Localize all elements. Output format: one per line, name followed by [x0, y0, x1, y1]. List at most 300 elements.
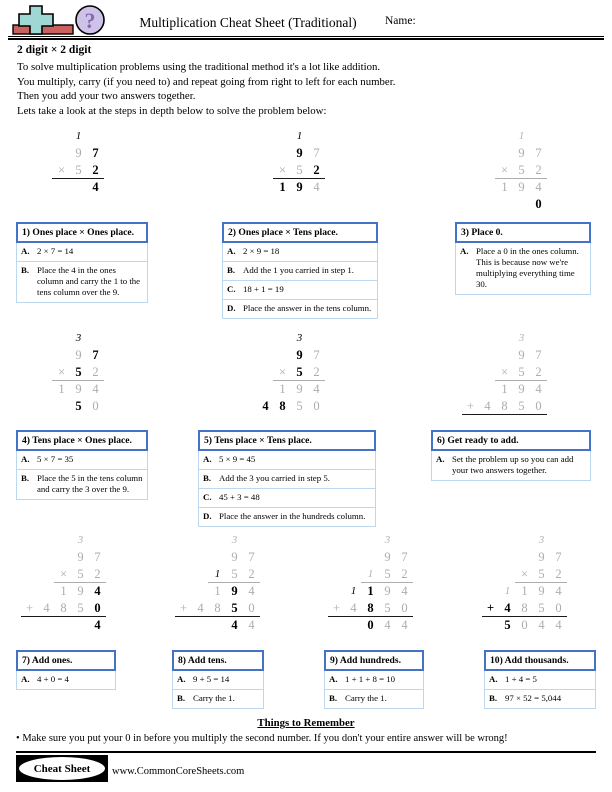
digit-cell: [175, 532, 192, 549]
step-title: 4) Tens place × Ones place.: [16, 430, 148, 451]
problem-row: [462, 347, 547, 364]
step-item: [16, 470, 148, 500]
digit-cell: 0: [313, 399, 320, 413]
digit-cell: 9: [296, 180, 303, 194]
digit-cell: 3: [518, 332, 525, 344]
digit-cell: +: [486, 601, 495, 615]
digit-cell: 0: [367, 618, 374, 632]
digit-cell: [479, 381, 496, 398]
digit-cell: 2: [313, 163, 320, 177]
problem-row: [328, 566, 413, 583]
digit-cell: [328, 566, 345, 583]
digit-cell: [462, 179, 479, 196]
problem-row: [462, 398, 547, 415]
digit-cell: 3: [384, 534, 391, 546]
digit-cell: [240, 364, 257, 381]
digit-cell: ×: [278, 163, 287, 177]
digit-cell: 0: [94, 601, 101, 615]
digit-cell: [274, 145, 291, 162]
digit-cell: [240, 162, 257, 179]
digit-cell: 8: [214, 601, 221, 615]
digit-cell: [38, 566, 55, 583]
problem-row: [175, 549, 260, 566]
problem-row: [462, 145, 547, 162]
digit-cell: [462, 162, 479, 179]
step-item-letter: A.: [329, 674, 338, 684]
page-title: Multiplication Cheat Sheet (Traditional): [139, 15, 357, 30]
digit-cell: [55, 617, 72, 634]
problem-row: [240, 145, 325, 162]
digit-cell: 0: [92, 399, 99, 413]
step-item-text: Carry the 1.: [193, 693, 235, 703]
digit-cell: ×: [500, 365, 509, 379]
digit-cell: 9: [384, 550, 391, 564]
digit-cell: 1: [279, 180, 286, 194]
digit-cell: [19, 347, 36, 364]
step-item-text: 9 + 5 = 14: [193, 674, 230, 684]
digit-cell: 0: [535, 197, 542, 211]
digit-cell: [274, 330, 291, 347]
digit-cell: 4: [350, 601, 357, 615]
step-item-letter: B.: [227, 265, 236, 275]
digit-cell: 7: [92, 146, 99, 160]
problem-row: [240, 179, 325, 196]
step-item: [222, 300, 378, 319]
digit-cell: 2: [92, 163, 99, 177]
step-title: 2) Ones place × Tens place.: [222, 222, 378, 243]
digit-cell: 9: [231, 550, 238, 564]
step-box-8: [172, 650, 264, 709]
digit-cell: [87, 128, 104, 145]
step-item-text: Add the 1 you carried in step 1.: [243, 265, 354, 275]
digit-cell: 1: [367, 568, 374, 580]
problem-row: [462, 179, 547, 196]
website-label: www.CommonCoreSheets.com: [112, 766, 245, 777]
step-item-letter: D.: [203, 511, 212, 521]
digit-cell: 1: [350, 585, 357, 597]
problem-row: [328, 532, 413, 549]
digit-cell: 5: [296, 399, 303, 413]
problem-step-1: [19, 128, 104, 196]
digit-cell: [496, 145, 513, 162]
problem-row: [240, 381, 325, 398]
digit-cell: [462, 364, 479, 381]
step-item-letter: A.: [489, 674, 498, 684]
digit-cell: [89, 532, 106, 549]
step-box-4: [16, 430, 148, 500]
digit-cell: +: [179, 601, 188, 615]
digit-cell: [482, 617, 499, 634]
digit-cell: [308, 330, 325, 347]
digit-cell: 5: [77, 601, 84, 615]
digit-cell: [240, 128, 257, 145]
step-item: [324, 690, 424, 709]
problem-row: [240, 364, 325, 381]
step-item: [484, 690, 596, 709]
digit-cell: 7: [535, 348, 542, 362]
step-title: 5) Tens place × Tens place.: [198, 430, 376, 451]
digit-cell: 5: [384, 567, 391, 581]
step-item-letter: A.: [21, 674, 30, 684]
digit-cell: [479, 196, 496, 213]
name-label: Name:: [385, 15, 416, 27]
digit-cell: [21, 583, 38, 600]
digit-cell: [482, 549, 499, 566]
step-item-letter: A.: [203, 454, 212, 464]
digit-cell: [209, 532, 226, 549]
step-item-text: 97 × 52 = 5,044: [505, 693, 562, 703]
step-item-letter: A.: [460, 246, 469, 256]
digit-cell: 1: [367, 584, 374, 598]
step-item: [222, 243, 378, 262]
digit-cell: [19, 162, 36, 179]
digit-cell: ×: [520, 567, 529, 581]
digit-cell: 7: [313, 348, 320, 362]
digit-cell: [53, 330, 70, 347]
digit-cell: 9: [518, 382, 525, 396]
problem-row: [19, 179, 104, 196]
problem-row: [19, 364, 104, 381]
problem-step-8: [175, 532, 260, 634]
digit-cell: 4: [555, 584, 562, 598]
digit-cell: [328, 549, 345, 566]
problem-row: [462, 364, 547, 381]
step-item: [198, 451, 376, 470]
problem-row: [21, 549, 106, 566]
digit-cell: [36, 179, 53, 196]
digit-cell: [55, 532, 72, 549]
badge-ellipse: [18, 756, 106, 781]
digit-cell: [192, 583, 209, 600]
digit-cell: [257, 381, 274, 398]
digit-cell: ×: [57, 365, 66, 379]
step-box-3: [455, 222, 591, 295]
problem-row: [482, 617, 567, 634]
digit-cell: [72, 617, 89, 634]
digit-cell: 5: [504, 618, 511, 632]
problem-row: [21, 600, 106, 617]
intro-line: Lets take a look at the steps in depth below to solve the problem below:: [17, 104, 327, 117]
step-title: 6) Get ready to add.: [431, 430, 591, 451]
problem-row: [482, 549, 567, 566]
digit-cell: [257, 330, 274, 347]
digit-cell: [328, 583, 345, 600]
step-item: [16, 243, 148, 262]
digit-cell: 3: [77, 534, 84, 546]
digit-cell: 4: [248, 618, 255, 632]
problem-row: [19, 381, 104, 398]
digit-cell: 0: [535, 399, 542, 413]
problem-row: [19, 128, 104, 145]
digit-cell: 4: [92, 382, 99, 396]
digit-cell: 9: [231, 584, 238, 598]
digit-cell: ×: [500, 163, 509, 177]
problem-step-10: [482, 532, 567, 634]
digit-cell: [175, 549, 192, 566]
digit-cell: [53, 347, 70, 364]
problem-row: [482, 532, 567, 549]
intro-paragraph: [17, 60, 577, 118]
digit-cell: 7: [401, 550, 408, 564]
problem-row: [462, 128, 547, 145]
step-box-1: [16, 222, 148, 303]
digit-cell: [462, 128, 479, 145]
problem-row: [240, 398, 325, 415]
digit-cell: 3: [296, 332, 303, 344]
step-item: [198, 489, 376, 508]
digit-cell: [21, 617, 38, 634]
problem-row: [175, 532, 260, 549]
digit-cell: [55, 549, 72, 566]
digit-cell: [499, 549, 516, 566]
problem-row: [175, 566, 260, 583]
digit-cell: [257, 347, 274, 364]
digit-cell: [516, 532, 533, 549]
digit-cell: [240, 330, 257, 347]
digit-cell: [530, 128, 547, 145]
digit-cell: 4: [43, 601, 50, 615]
logo-graphic: [10, 4, 110, 38]
digit-cell: +: [25, 601, 34, 615]
problem-row: [19, 145, 104, 162]
step-item-text: Place the answer in the tens column.: [243, 303, 372, 313]
digit-cell: [496, 196, 513, 213]
digit-cell: [19, 330, 36, 347]
digit-cell: [496, 347, 513, 364]
digit-cell: 1: [60, 584, 67, 598]
digit-cell: [175, 617, 192, 634]
digit-cell: 7: [313, 146, 320, 160]
digit-cell: [257, 364, 274, 381]
digit-cell: [36, 347, 53, 364]
digit-cell: [38, 583, 55, 600]
digit-cell: [513, 196, 530, 213]
digit-cell: 4: [384, 618, 391, 632]
digit-cell: 4: [535, 382, 542, 396]
step-item-text: 45 + 3 = 48: [219, 492, 260, 502]
digit-cell: [462, 145, 479, 162]
digit-cell: [479, 364, 496, 381]
digit-cell: 4: [262, 399, 269, 413]
digit-cell: [462, 196, 479, 213]
digit-cell: [482, 566, 499, 583]
step-item-text: Place the 5 in the tens column and carry the 3 over the 9.: [37, 473, 143, 494]
digit-cell: 9: [384, 584, 391, 598]
digit-cell: [496, 330, 513, 347]
step-item: [16, 451, 148, 470]
problem-row: [462, 162, 547, 179]
step-item-text: 5 × 9 = 45: [219, 454, 256, 464]
step-item: [455, 243, 591, 295]
problem-step-5: [240, 330, 325, 415]
step-item: [222, 262, 378, 281]
digit-cell: [70, 179, 87, 196]
step-box-2: [222, 222, 378, 319]
digit-cell: [240, 179, 257, 196]
digit-cell: 1: [279, 382, 286, 396]
cheat-sheet-badge: [16, 755, 108, 782]
step-item-text: Carry the 1.: [345, 693, 387, 703]
digit-cell: 7: [535, 146, 542, 160]
digit-cell: [550, 532, 567, 549]
problem-row: [175, 600, 260, 617]
digit-cell: [516, 549, 533, 566]
digit-cell: [19, 179, 36, 196]
problem-step-7: [21, 532, 106, 634]
digit-cell: [345, 549, 362, 566]
digit-cell: 5: [296, 163, 303, 177]
section-heading: 2 digit × 2 digit: [17, 44, 92, 56]
digit-cell: [482, 583, 499, 600]
step-box-5: [198, 430, 376, 527]
digit-cell: [240, 145, 257, 162]
step-item-text: 4 + 0 = 4: [37, 674, 69, 684]
things-to-remember-title: Things to Remember: [257, 717, 355, 729]
problem-row: [175, 583, 260, 600]
digit-cell: 7: [92, 348, 99, 362]
digit-cell: 1: [501, 382, 508, 396]
digit-cell: 9: [296, 146, 303, 160]
digit-cell: [209, 617, 226, 634]
step-box-9: [324, 650, 424, 709]
digit-cell: ×: [59, 567, 68, 581]
digit-cell: 4: [401, 618, 408, 632]
digit-cell: ×: [278, 365, 287, 379]
digit-cell: 4: [484, 399, 491, 413]
digit-cell: [274, 347, 291, 364]
digit-cell: 0: [555, 601, 562, 615]
step-item-text: 1 + 1 + 8 = 10: [345, 674, 396, 684]
digit-cell: [240, 398, 257, 415]
digit-cell: [36, 398, 53, 415]
digit-cell: [499, 566, 516, 583]
problem-row: [19, 398, 104, 415]
digit-cell: 3: [231, 534, 238, 546]
digit-cell: [345, 532, 362, 549]
problem-row: [328, 600, 413, 617]
step-title: 3) Place 0.: [455, 222, 591, 243]
digit-cell: 1: [296, 130, 303, 142]
problem-row: [21, 532, 106, 549]
digit-cell: 2: [535, 365, 542, 379]
remember-bullet: [16, 733, 596, 744]
digit-cell: 5: [75, 399, 82, 413]
digit-cell: [21, 532, 38, 549]
digit-cell: [479, 128, 496, 145]
step-item-text: 1 + 4 = 5: [505, 674, 537, 684]
problem-row: [240, 162, 325, 179]
digit-cell: 5: [538, 567, 545, 581]
digit-cell: 5: [518, 365, 525, 379]
digit-cell: +: [466, 399, 475, 413]
problem-row: [462, 381, 547, 398]
digit-cell: [19, 381, 36, 398]
step-item: [198, 508, 376, 527]
step-title: 9) Add hundreds.: [324, 650, 424, 671]
footer-divider: [16, 751, 596, 753]
digit-cell: 4: [94, 618, 101, 632]
step-title: 7) Add ones.: [16, 650, 116, 671]
digit-cell: 9: [75, 348, 82, 362]
step-item-text: Place a 0 in the ones column. This is because now we're multiplying everything time 30.: [476, 246, 579, 289]
digit-cell: [257, 145, 274, 162]
digit-cell: [362, 532, 379, 549]
digit-cell: 1: [518, 130, 525, 142]
step-item-text: 2 × 9 = 18: [243, 246, 280, 256]
digit-cell: [21, 549, 38, 566]
digit-cell: 9: [538, 550, 545, 564]
digit-cell: 0: [401, 601, 408, 615]
problem-row: [21, 566, 106, 583]
step-item-letter: B.: [21, 473, 30, 483]
digit-cell: 4: [92, 180, 99, 194]
step-item-letter: A.: [21, 246, 30, 256]
digit-cell: [36, 364, 53, 381]
digit-cell: [38, 532, 55, 549]
problem-row: [240, 330, 325, 347]
digit-cell: 2: [555, 567, 562, 581]
digit-cell: 9: [77, 550, 84, 564]
digit-cell: 9: [296, 348, 303, 362]
problem-step-4: [19, 330, 104, 415]
digit-cell: 7: [555, 550, 562, 564]
step-item: [431, 451, 591, 481]
digit-cell: 2: [94, 567, 101, 581]
digit-cell: 5: [75, 365, 82, 379]
digit-cell: 2: [401, 567, 408, 581]
digit-cell: 8: [60, 601, 67, 615]
digit-cell: +: [332, 601, 341, 615]
digit-cell: [328, 617, 345, 634]
step-title: 10) Add thousands.: [484, 650, 596, 671]
digit-cell: 9: [296, 382, 303, 396]
digit-cell: 5: [77, 567, 84, 581]
step-item-letter: B.: [203, 473, 212, 483]
step-item-letter: A.: [177, 674, 186, 684]
digit-cell: 5: [231, 601, 238, 615]
digit-cell: 4: [555, 618, 562, 632]
digit-cell: [396, 532, 413, 549]
problem-row: [462, 330, 547, 347]
step-item-text: 18 + 1 = 19: [243, 284, 284, 294]
digit-cell: 0: [248, 601, 255, 615]
digit-cell: 4: [401, 584, 408, 598]
step-item-text: Place the 4 in the ones column and carry the 1 to the tens column over the 9.: [37, 265, 141, 297]
step-item: [222, 281, 378, 300]
problem-row: [482, 600, 567, 617]
digit-cell: [21, 566, 38, 583]
digit-cell: 1: [214, 568, 221, 580]
digit-cell: 2: [535, 163, 542, 177]
digit-cell: [274, 128, 291, 145]
intro-line: You multiply, carry (if you need to) and repeat going from right to left for each number.: [17, 75, 396, 88]
digit-cell: 9: [518, 146, 525, 160]
problem-row: [240, 128, 325, 145]
digit-cell: [362, 549, 379, 566]
digit-cell: 4: [313, 180, 320, 194]
badge-label: Cheat Sheet: [33, 762, 91, 775]
problem-step-9: [328, 532, 413, 634]
step-item-text: 5 × 7 = 35: [37, 454, 74, 464]
step-box-10: [484, 650, 596, 709]
digit-cell: 4: [197, 601, 204, 615]
digit-cell: 7: [94, 550, 101, 564]
step-item-text: Place the answer in the hundreds column.: [219, 511, 366, 521]
digit-cell: 4: [535, 180, 542, 194]
digit-cell: [257, 128, 274, 145]
problem-step-3: [462, 128, 547, 213]
digit-cell: 9: [75, 382, 82, 396]
